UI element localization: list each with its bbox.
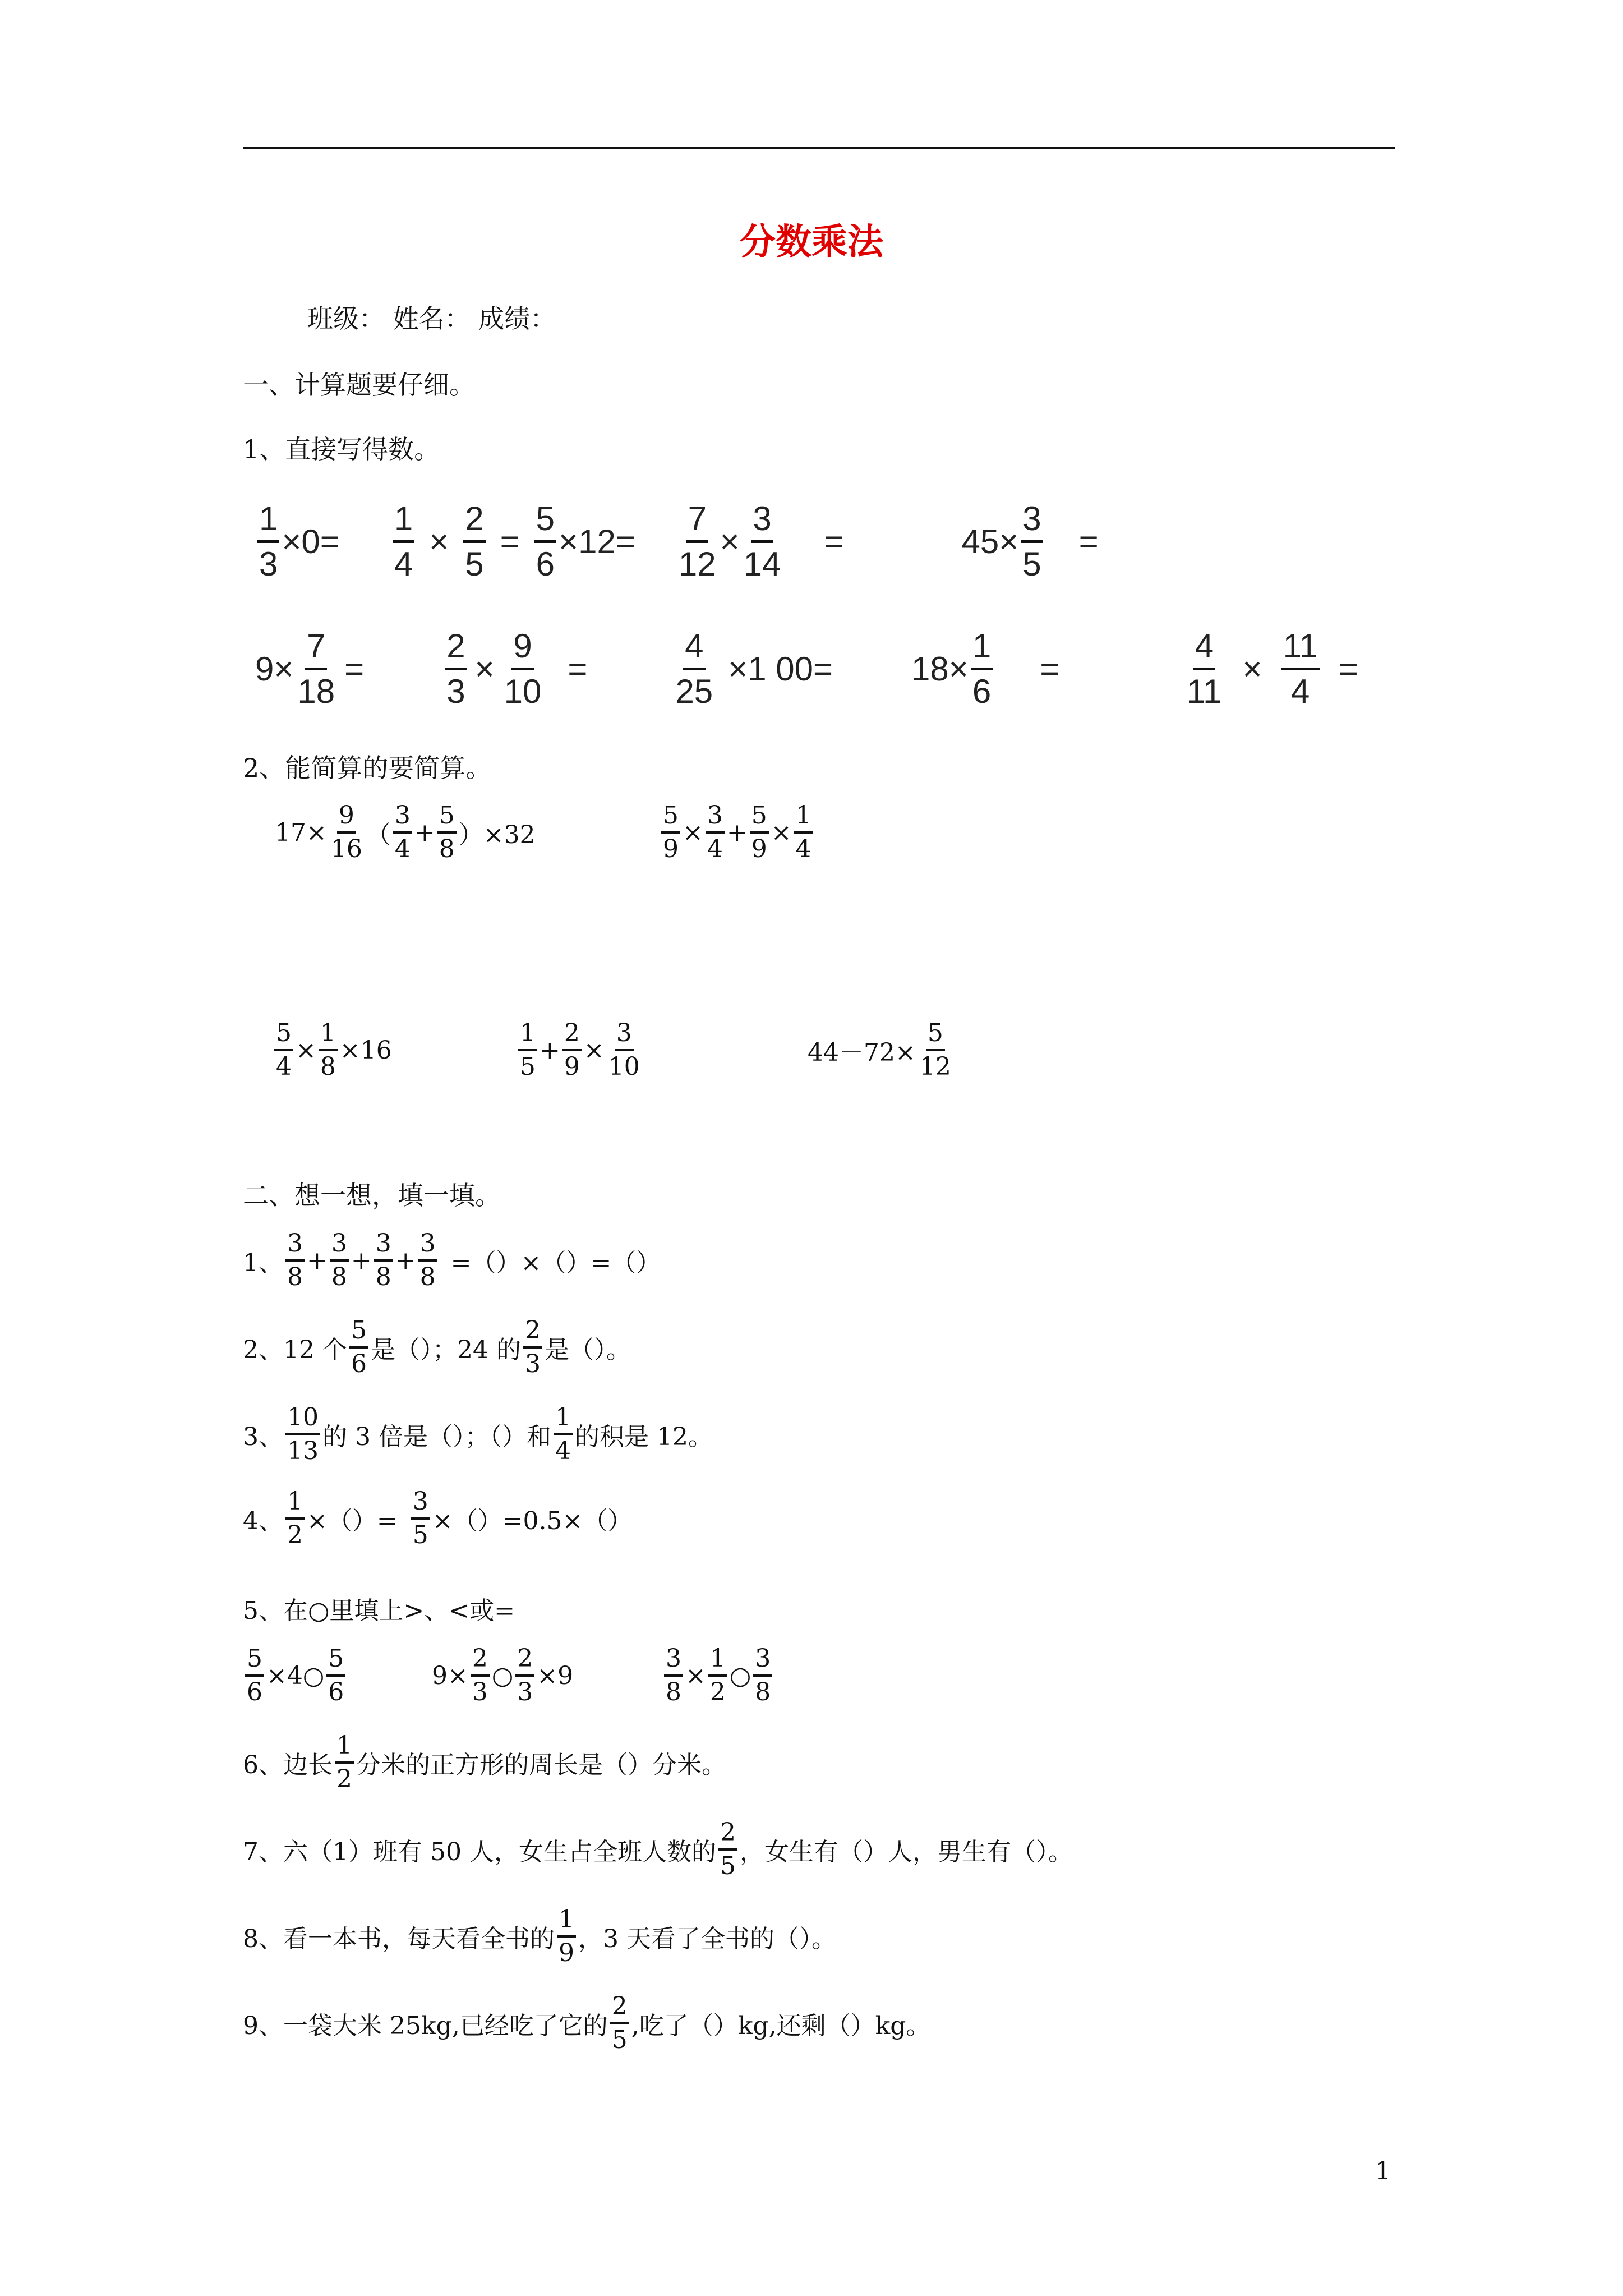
expression-text: ，3 天看了全书的（）。 — [578, 1925, 836, 1953]
denominator: 3 — [259, 545, 278, 583]
numerator: 1 — [518, 1021, 537, 1051]
expression-text: 3、 — [243, 1423, 283, 1451]
expression-text: = — [824, 523, 844, 560]
numerator: 3 — [751, 502, 773, 543]
expression-text: × — [583, 1036, 605, 1065]
numerator: 2 — [718, 1820, 737, 1851]
expression-text: ×（）= — [307, 1507, 398, 1535]
expression-text: ○ — [491, 1661, 514, 1690]
expression-text: 6、边长 — [243, 1751, 333, 1779]
numerator: 5 — [534, 502, 556, 543]
s2-q5-expr-1 — [243, 1646, 348, 1705]
numerator: 3 — [664, 1646, 683, 1677]
expression-text: 8、看一本书，每天看全书的 — [243, 1925, 555, 1953]
expression-text: ×0= — [282, 523, 340, 560]
numerator: 5 — [274, 1021, 293, 1051]
denominator: 8 — [375, 1263, 391, 1291]
numerator: 11 — [1281, 629, 1320, 670]
expression-text: + — [307, 1246, 328, 1275]
student-info-line: 班级： 姓名： 成绩： — [307, 303, 556, 334]
denominator: 8 — [419, 1263, 436, 1291]
denominator: 12 — [919, 1052, 951, 1081]
numerator: 3 — [285, 1231, 305, 1262]
expression-text: ,吃了（）kg,还剩（）kg。 — [631, 2012, 931, 2040]
denominator: 3 — [524, 1350, 541, 1378]
s2-q6 — [243, 1733, 726, 1792]
denominator: 16 — [330, 835, 362, 863]
q2-expr-5 — [808, 1021, 955, 1079]
expression-text: 17× — [275, 818, 327, 847]
fraction — [557, 1907, 576, 1966]
fraction — [562, 1021, 582, 1079]
numerator: 1 — [335, 1733, 354, 1764]
s2-q5-expr-2 — [432, 1646, 573, 1705]
expression-text: 45× — [961, 523, 1019, 560]
numerator: 1 — [319, 1021, 338, 1051]
denominator: 9 — [663, 835, 679, 863]
s2-q1 — [243, 1231, 661, 1290]
denominator: 8 — [287, 1263, 303, 1291]
expression-text: × — [429, 523, 449, 560]
expression-text: × — [474, 650, 495, 688]
denominator: 4 — [276, 1052, 292, 1081]
fraction — [335, 1733, 354, 1792]
fraction — [554, 1405, 573, 1464]
fraction — [393, 803, 412, 862]
fraction — [706, 803, 725, 862]
expression-text: ）×32 — [458, 821, 536, 849]
fraction — [677, 502, 718, 581]
denominator: 8 — [666, 1678, 681, 1706]
denominator: 9 — [559, 1939, 574, 1967]
fraction — [610, 1994, 629, 2053]
section1-heading: 一、计算题要仔细。 — [243, 370, 475, 400]
numerator: 2 — [515, 1646, 534, 1677]
denominator: 8 — [331, 1263, 347, 1291]
q1-row1 — [255, 502, 1099, 581]
denominator: 2 — [336, 1765, 352, 1793]
numerator: 9 — [511, 629, 533, 670]
expression-text: 2、12 个 — [243, 1336, 347, 1364]
q2-expr-1 — [275, 803, 536, 862]
fraction — [326, 1646, 345, 1705]
denominator: 25 — [675, 673, 713, 710]
numerator: 2 — [445, 629, 467, 670]
numerator: 1 — [393, 502, 414, 543]
denominator: 2 — [287, 1521, 303, 1549]
fraction — [607, 1021, 642, 1079]
fraction — [257, 502, 279, 581]
expression-text: （ — [366, 821, 391, 849]
expression-text: = — [344, 650, 365, 688]
numerator: 1 — [794, 803, 813, 834]
expression-text: + — [351, 1246, 372, 1275]
numerator: 10 — [285, 1405, 320, 1435]
denominator: 10 — [608, 1052, 640, 1081]
expression-text: 4、 — [243, 1507, 283, 1535]
q2-expr-3 — [272, 1021, 392, 1079]
expression-text: ，女生有（）人，男生有（）。 — [739, 1838, 1073, 1866]
fraction — [471, 1646, 490, 1705]
fraction — [1021, 502, 1043, 581]
fraction — [664, 1646, 683, 1705]
fraction — [534, 502, 556, 581]
numerator: 3 — [1021, 502, 1043, 543]
denominator: 2 — [709, 1678, 726, 1706]
denominator: 10 — [504, 673, 542, 710]
expression-text: × — [720, 523, 740, 560]
denominator: 4 — [795, 835, 811, 863]
fraction — [437, 803, 457, 862]
numerator: 1 — [557, 1907, 576, 1938]
denominator: 4 — [707, 835, 723, 863]
fraction — [245, 1646, 264, 1705]
expression-text: 1、 — [243, 1249, 283, 1277]
expression-text: ×9 — [537, 1661, 574, 1690]
fraction — [418, 1231, 437, 1290]
fraction — [463, 502, 485, 581]
s2-q5-label: 5、在○里填上>、<或= — [243, 1596, 515, 1625]
q1-row2 — [255, 629, 1358, 708]
expression-text: + — [540, 1036, 560, 1065]
numerator: 5 — [750, 803, 769, 834]
fraction — [794, 803, 813, 862]
denominator: 5 — [412, 1521, 428, 1549]
denominator: 6 — [328, 1678, 344, 1706]
numerator: 3 — [706, 803, 725, 834]
numerator: 2 — [610, 1994, 629, 2024]
expression-text: = — [568, 650, 588, 688]
fraction — [285, 1489, 305, 1548]
expression-text: 的 3 倍是（）；（）和 — [322, 1423, 551, 1451]
expression-text: = — [1338, 650, 1358, 688]
numerator: 2 — [471, 1646, 490, 1677]
page-number: 1 — [1375, 2157, 1391, 2185]
fraction — [502, 629, 543, 708]
numerator: 2 — [562, 1021, 582, 1051]
denominator: 9 — [564, 1052, 580, 1081]
s2-q8 — [243, 1907, 836, 1966]
expression-text: × — [685, 1661, 706, 1690]
numerator: 3 — [615, 1021, 634, 1051]
s2-q4 — [243, 1489, 632, 1548]
fraction — [285, 1231, 305, 1290]
fraction — [523, 1318, 542, 1377]
numerator: 5 — [661, 803, 680, 834]
fraction — [393, 502, 414, 581]
s2-q3 — [243, 1405, 713, 1464]
numerator: 3 — [330, 1231, 349, 1262]
header-rule — [243, 147, 1395, 149]
expression-text: ×12= — [559, 523, 635, 560]
q2-label: 2、能简算的要简算。 — [243, 753, 492, 783]
expression-text: = — [500, 523, 520, 560]
fraction — [971, 629, 993, 708]
q2-expr-4 — [516, 1021, 644, 1079]
fraction — [274, 1021, 293, 1079]
expression-text: × — [1242, 650, 1262, 688]
numerator: 2 — [523, 1318, 542, 1349]
numerator: 5 — [926, 1021, 945, 1051]
denominator: 8 — [320, 1052, 336, 1081]
denominator: 4 — [555, 1437, 571, 1465]
numerator: 1 — [554, 1405, 573, 1435]
fraction — [674, 629, 714, 708]
numerator: 5 — [245, 1646, 264, 1677]
fraction — [718, 1820, 737, 1879]
numerator: 1 — [708, 1646, 727, 1677]
expression-text: =（）×（）=（） — [450, 1249, 661, 1277]
numerator: 1 — [971, 629, 993, 670]
numerator: 3 — [374, 1231, 393, 1262]
fraction — [742, 502, 783, 581]
expression-text: + — [395, 1246, 416, 1275]
denominator: 3 — [472, 1678, 488, 1706]
denominator: 4 — [1291, 673, 1310, 710]
denominator: 5 — [465, 545, 484, 583]
denominator: 5 — [611, 2026, 628, 2054]
numerator: 3 — [753, 1646, 772, 1677]
numerator: 2 — [463, 502, 485, 543]
fraction — [518, 1021, 537, 1079]
fraction — [661, 803, 680, 862]
s2-q7 — [243, 1820, 1073, 1879]
denominator: 4 — [394, 835, 411, 863]
numerator: 3 — [393, 803, 412, 834]
denominator: 12 — [678, 545, 716, 583]
fraction — [708, 1646, 727, 1705]
expression-text: ×（）=0.5×（） — [432, 1507, 633, 1535]
expression-text: + — [726, 818, 748, 847]
denominator: 3 — [446, 673, 465, 710]
denominator: 9 — [751, 835, 767, 863]
fraction — [329, 803, 364, 862]
expression-text: 的积是 12。 — [574, 1423, 713, 1451]
expression-text: 9× — [255, 650, 294, 688]
expression-text: × — [771, 818, 792, 847]
expression-text: × — [683, 818, 703, 847]
numerator: 4 — [1193, 629, 1215, 670]
fraction — [445, 629, 467, 708]
q2-expr-2 — [659, 803, 815, 862]
page-title: 分数乘法 — [740, 222, 883, 263]
expression-text: × — [296, 1036, 316, 1065]
numerator: 7 — [305, 629, 327, 670]
expression-text: 是（）；24 的 — [370, 1336, 521, 1364]
denominator: 8 — [439, 835, 455, 863]
denominator: 6 — [351, 1350, 367, 1378]
fraction — [374, 1231, 393, 1290]
expression-text: ○ — [729, 1661, 751, 1690]
fraction — [349, 1318, 368, 1377]
fraction — [515, 1646, 534, 1705]
s2-q9 — [243, 1994, 930, 2053]
fraction — [753, 1646, 772, 1705]
expression-text: 分米的正方形的周长是（）分米。 — [356, 1751, 726, 1779]
fraction — [319, 1021, 338, 1079]
expression-text: ×4○ — [266, 1661, 325, 1690]
expression-text: 7、六（1）班有 50 人，女生占全班人数的 — [243, 1838, 716, 1866]
numerator: 5 — [437, 803, 457, 834]
fraction — [330, 1231, 349, 1290]
fraction — [285, 1405, 320, 1464]
expression-text: + — [414, 818, 435, 847]
denominator: 14 — [743, 545, 781, 583]
numerator: 3 — [418, 1231, 437, 1262]
numerator: 7 — [686, 502, 708, 543]
numerator: 4 — [683, 629, 705, 670]
denominator: 6 — [247, 1678, 262, 1706]
section2-heading: 二、想一想，填一填。 — [243, 1180, 501, 1211]
expression-text: 是（）。 — [544, 1336, 631, 1364]
expression-text: 18× — [911, 650, 969, 688]
fraction — [750, 803, 769, 862]
denominator: 5 — [1022, 545, 1041, 583]
expression-text: = — [1078, 523, 1099, 560]
q1-label: 1、直接写得数。 — [243, 434, 440, 464]
expression-text: 9、一袋大米 25kg,已经吃了它的 — [243, 2012, 608, 2040]
expression-text: = — [1040, 650, 1060, 688]
denominator: 4 — [394, 545, 413, 583]
numerator: 5 — [326, 1646, 345, 1677]
numerator: 5 — [349, 1318, 368, 1349]
denominator: 8 — [755, 1678, 771, 1706]
denominator: 5 — [720, 1852, 736, 1880]
numerator: 1 — [257, 502, 279, 543]
s2-q5-expr-3 — [662, 1646, 774, 1705]
fraction — [918, 1021, 953, 1079]
denominator: 5 — [520, 1052, 536, 1081]
expression-text: ×1 00= — [728, 650, 833, 688]
fraction — [296, 629, 336, 708]
numerator: 1 — [285, 1489, 305, 1520]
denominator: 6 — [972, 673, 992, 710]
expression-text: ×16 — [339, 1036, 392, 1065]
numerator: 9 — [337, 803, 356, 834]
fraction — [1185, 629, 1223, 708]
expression-text: 44－72× — [808, 1038, 916, 1067]
denominator: 6 — [536, 545, 555, 583]
denominator: 11 — [1187, 673, 1222, 710]
expression-text: 9× — [432, 1661, 468, 1690]
denominator: 3 — [517, 1678, 533, 1706]
numerator: 3 — [411, 1489, 430, 1520]
s2-q2 — [243, 1318, 631, 1377]
fraction — [411, 1489, 430, 1548]
fraction — [1281, 629, 1320, 708]
denominator: 13 — [287, 1437, 319, 1465]
denominator: 18 — [297, 673, 335, 710]
